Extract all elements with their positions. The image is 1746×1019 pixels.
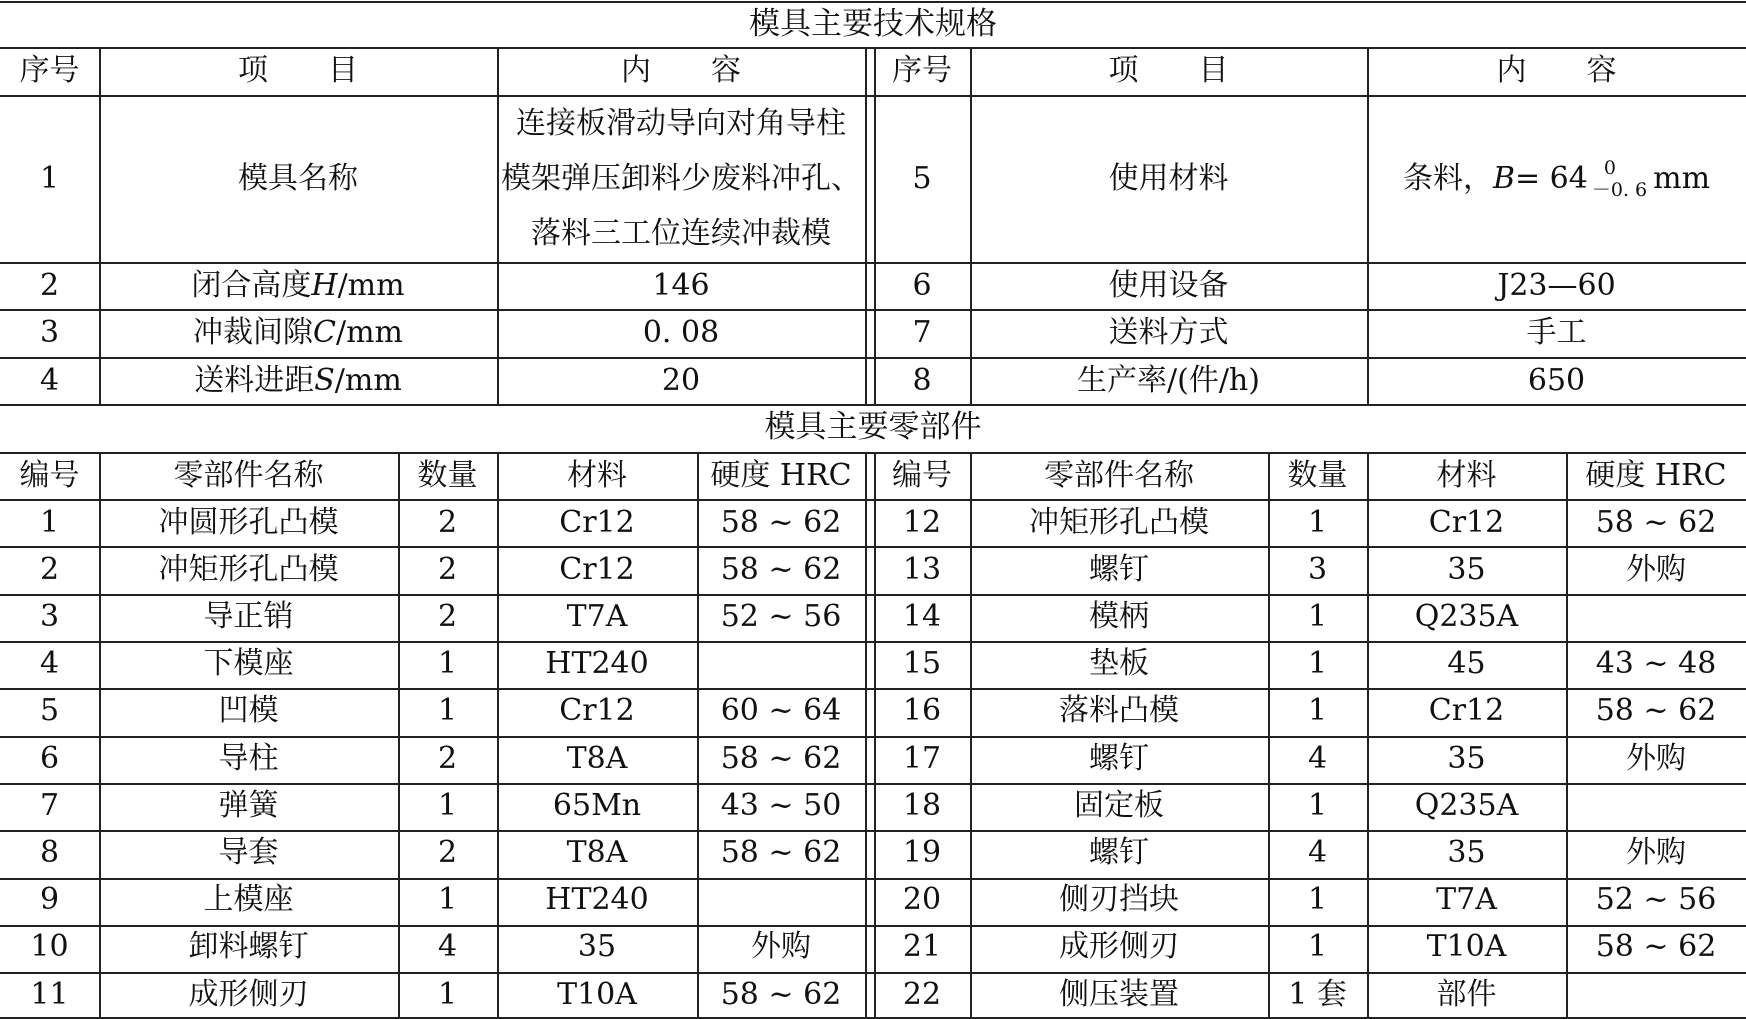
part-name: 螺钉 xyxy=(1089,834,1149,870)
part-hardness: 58 ~ 62 xyxy=(720,504,842,540)
part-hardness: 58 ~ 62 xyxy=(1595,929,1717,965)
spec-item: 送料方式 xyxy=(1108,315,1229,350)
part-no: 12 xyxy=(902,504,942,540)
material-value: = 64 xyxy=(1515,160,1588,196)
spec-no: 7 xyxy=(912,315,932,350)
tolerance-lower: －0. 6 xyxy=(1591,178,1648,201)
part-name: 冲矩形孔凸模 xyxy=(158,551,339,587)
spec-content-line: 连接板滑动导向对角导柱 xyxy=(516,106,846,141)
material-unit: mm xyxy=(1653,160,1711,196)
column-line xyxy=(865,47,867,404)
part-no: 11 xyxy=(30,976,69,1012)
part-name: 侧刃挡块 xyxy=(1059,882,1179,918)
part-no: 9 xyxy=(39,882,60,918)
part-qty: 1 xyxy=(1307,693,1328,729)
header-content-right: 内 容 xyxy=(1496,53,1617,88)
part-hardness: 58 ~ 62 xyxy=(720,740,842,776)
part-name: 导套 xyxy=(218,834,279,870)
spec-content: 146 xyxy=(652,267,710,303)
part-qty: 1 套 xyxy=(1288,976,1347,1012)
part-hardness: 外购 xyxy=(1626,834,1686,870)
tolerance xyxy=(1592,157,1647,201)
part-hardness: 52 ~ 56 xyxy=(1595,882,1717,918)
part-no: 7 xyxy=(39,787,60,823)
part-hardness xyxy=(1566,782,1746,829)
part-no: 14 xyxy=(902,598,942,634)
part-name: 导正销 xyxy=(203,598,294,634)
spec-item-label: 冲裁间隙 xyxy=(193,315,313,350)
part-material: T8A xyxy=(566,740,628,776)
part-material: 35 xyxy=(1447,551,1486,587)
part-name: 弹簧 xyxy=(218,787,279,823)
part-no: 20 xyxy=(902,882,942,918)
part-material: Cr12 xyxy=(1428,504,1505,540)
part-name: 冲圆形孔凸模 xyxy=(158,504,339,540)
part-hardness: 58 ~ 62 xyxy=(720,976,842,1012)
spec-item-unit: /mm xyxy=(337,267,405,303)
spec-no: 4 xyxy=(39,362,60,398)
part-no: 22 xyxy=(902,976,942,1012)
part-hardness: 43 ~ 48 xyxy=(1595,646,1717,682)
part-hardness: 58 ~ 62 xyxy=(1595,504,1717,540)
part-hardness: 58 ~ 62 xyxy=(1595,693,1717,729)
part-name: 螺钉 xyxy=(1089,740,1149,776)
part-material: T8A xyxy=(566,834,628,870)
part-material: Q235A xyxy=(1414,598,1519,634)
part-name: 落料凸模 xyxy=(1059,693,1179,729)
part-hardness: 60 ~ 64 xyxy=(720,693,842,729)
spec-content xyxy=(1367,95,1746,262)
part-name: 成形侧刃 xyxy=(188,976,309,1012)
header-no-right: 序号 xyxy=(892,53,952,88)
part-material: 35 xyxy=(1447,834,1486,870)
part-hardness: 58 ~ 62 xyxy=(720,551,842,587)
part-material: T7A xyxy=(1436,882,1497,918)
spec-no: 8 xyxy=(912,362,932,398)
part-no: 6 xyxy=(39,740,60,776)
parts-header-hardness-left: 硬度 HRC xyxy=(710,457,852,493)
spec-item: 使用设备 xyxy=(1108,267,1229,303)
part-material: HT240 xyxy=(545,882,649,918)
spec-item-unit: /mm xyxy=(335,315,403,350)
part-qty: 2 xyxy=(437,834,458,870)
part-qty: 1 xyxy=(1307,787,1328,823)
part-name: 成形侧刃 xyxy=(1059,929,1179,965)
part-qty: 2 xyxy=(437,598,458,634)
spec-item: 使用材料 xyxy=(1108,160,1229,196)
part-qty: 1 xyxy=(1307,646,1328,682)
part-name: 凹模 xyxy=(218,693,279,729)
part-hardness: 43 ~ 50 xyxy=(720,787,842,823)
parts-header-name-left: 零部件名称 xyxy=(173,457,324,493)
part-no: 16 xyxy=(902,693,942,729)
spec-content xyxy=(497,95,865,262)
part-material: T10A xyxy=(557,976,637,1012)
header-item-right: 项 目 xyxy=(1108,53,1229,88)
spec-no: 2 xyxy=(39,267,60,303)
part-no: 21 xyxy=(902,929,942,965)
part-no: 17 xyxy=(902,740,942,776)
part-hardness: 58 ~ 62 xyxy=(720,834,842,870)
column-line xyxy=(865,452,867,1017)
part-name: 冲矩形孔凸模 xyxy=(1029,504,1209,540)
part-qty: 4 xyxy=(437,929,458,965)
spec-no: 6 xyxy=(912,267,932,303)
part-material: Cr12 xyxy=(559,551,635,587)
part-material: Cr12 xyxy=(1428,693,1505,729)
part-hardness xyxy=(1566,971,1746,1018)
part-no: 10 xyxy=(30,929,69,965)
spec-item-var: H xyxy=(311,267,338,303)
header-item-left: 项 目 xyxy=(238,53,358,88)
part-no: 8 xyxy=(39,834,60,870)
part-qty: 2 xyxy=(437,551,458,587)
part-no: 13 xyxy=(902,551,942,587)
parts-header-name-right: 零部件名称 xyxy=(1044,457,1194,493)
part-no: 19 xyxy=(902,834,942,870)
part-no: 3 xyxy=(39,598,60,634)
header-content-left: 内 容 xyxy=(621,53,741,88)
part-qty: 1 xyxy=(1307,504,1328,540)
spec-item-label: 模具名称 xyxy=(238,160,358,196)
spec-content: J23—60 xyxy=(1497,267,1616,303)
part-name: 卸料螺钉 xyxy=(188,929,309,965)
spec-title: 模具主要技术规格 xyxy=(749,6,997,42)
parts-header-hardness-right: 硬度 HRC xyxy=(1585,457,1727,493)
part-material: 35 xyxy=(577,929,617,965)
spec-item-label: 闭合高度 xyxy=(191,267,312,303)
part-name: 固定板 xyxy=(1074,787,1164,823)
spec-item-unit: /mm xyxy=(334,362,402,398)
part-material: Cr12 xyxy=(559,504,635,540)
part-hardness: 52 ~ 56 xyxy=(720,598,842,634)
header-no-left: 序号 xyxy=(19,53,80,88)
spec-item xyxy=(99,309,497,357)
material-prefix: 条料， xyxy=(1402,160,1493,196)
part-qty: 4 xyxy=(1307,834,1328,870)
part-hardness xyxy=(1566,593,1746,640)
spec-item-label: 送料进距 xyxy=(194,362,315,398)
spec-content: 650 xyxy=(1527,362,1586,398)
spec-item-var: S xyxy=(314,362,335,398)
spec-content: 0. 08 xyxy=(642,315,720,350)
spec-no: 5 xyxy=(912,160,932,196)
spec-content: 20 xyxy=(661,362,701,398)
spec-item xyxy=(99,357,497,404)
part-no: 1 xyxy=(39,504,60,540)
part-material: Cr12 xyxy=(559,693,635,729)
part-no: 5 xyxy=(39,693,60,729)
parts-header-qty-left: 数量 xyxy=(417,457,478,493)
part-qty: 1 xyxy=(1307,882,1328,918)
part-material: 部件 xyxy=(1436,976,1497,1012)
part-qty: 1 xyxy=(437,646,458,682)
part-material: T7A xyxy=(566,598,628,634)
part-hardness: 外购 xyxy=(1626,551,1686,587)
part-hardness: 外购 xyxy=(751,929,811,965)
spec-item xyxy=(99,95,497,262)
part-material: Q235A xyxy=(1414,787,1519,823)
parts-header-material-left: 材料 xyxy=(567,457,627,493)
spec-no: 3 xyxy=(39,315,60,350)
part-name: 螺钉 xyxy=(1089,551,1149,587)
part-no: 4 xyxy=(39,646,60,682)
parts-header-no-left: 编号 xyxy=(19,457,80,493)
spec-item-var: C xyxy=(313,315,336,350)
tolerance-upper: 0 xyxy=(1603,156,1616,179)
spec-item: 生产率/(件/h) xyxy=(1077,362,1260,398)
part-name: 导柱 xyxy=(218,740,279,776)
part-qty: 1 xyxy=(437,976,458,1012)
spec-item xyxy=(99,262,497,309)
part-qty: 4 xyxy=(1307,740,1328,776)
part-name: 侧压装置 xyxy=(1059,976,1179,1012)
part-qty: 3 xyxy=(1307,551,1328,587)
part-qty: 1 xyxy=(1307,598,1328,634)
parts-title: 模具主要零部件 xyxy=(764,409,982,445)
part-name: 垫板 xyxy=(1089,646,1149,682)
part-name: 模柄 xyxy=(1089,598,1149,634)
part-material: 35 xyxy=(1447,740,1486,776)
part-material: T10A xyxy=(1426,929,1507,965)
part-hardness xyxy=(697,641,865,688)
part-name: 下模座 xyxy=(203,646,294,682)
part-material: 45 xyxy=(1447,646,1486,682)
spec-content-line: 落料三工位连续冲裁模 xyxy=(531,216,831,251)
part-qty: 1 xyxy=(437,693,458,729)
part-material: 65Mn xyxy=(552,787,642,823)
part-qty: 2 xyxy=(437,504,458,540)
part-qty: 1 xyxy=(437,882,458,918)
parts-header-material-right: 材料 xyxy=(1436,457,1497,493)
spec-content-line: 模架弹压卸料少废料冲孔、 xyxy=(501,161,861,196)
part-qty: 1 xyxy=(1307,929,1328,965)
part-qty: 1 xyxy=(437,787,458,823)
part-no: 15 xyxy=(902,646,942,682)
spec-content: 手工 xyxy=(1526,315,1587,350)
parts-header-no-right: 编号 xyxy=(892,457,952,493)
part-material: HT240 xyxy=(545,646,649,682)
part-hardness: 外购 xyxy=(1626,740,1686,776)
part-name: 上模座 xyxy=(203,882,294,918)
part-qty: 2 xyxy=(437,740,458,776)
material-var: B xyxy=(1492,160,1515,196)
part-no: 18 xyxy=(902,787,942,823)
parts-header-qty-right: 数量 xyxy=(1287,457,1348,493)
part-no: 2 xyxy=(39,551,60,587)
part-hardness xyxy=(697,877,865,924)
spec-no: 1 xyxy=(39,160,60,196)
